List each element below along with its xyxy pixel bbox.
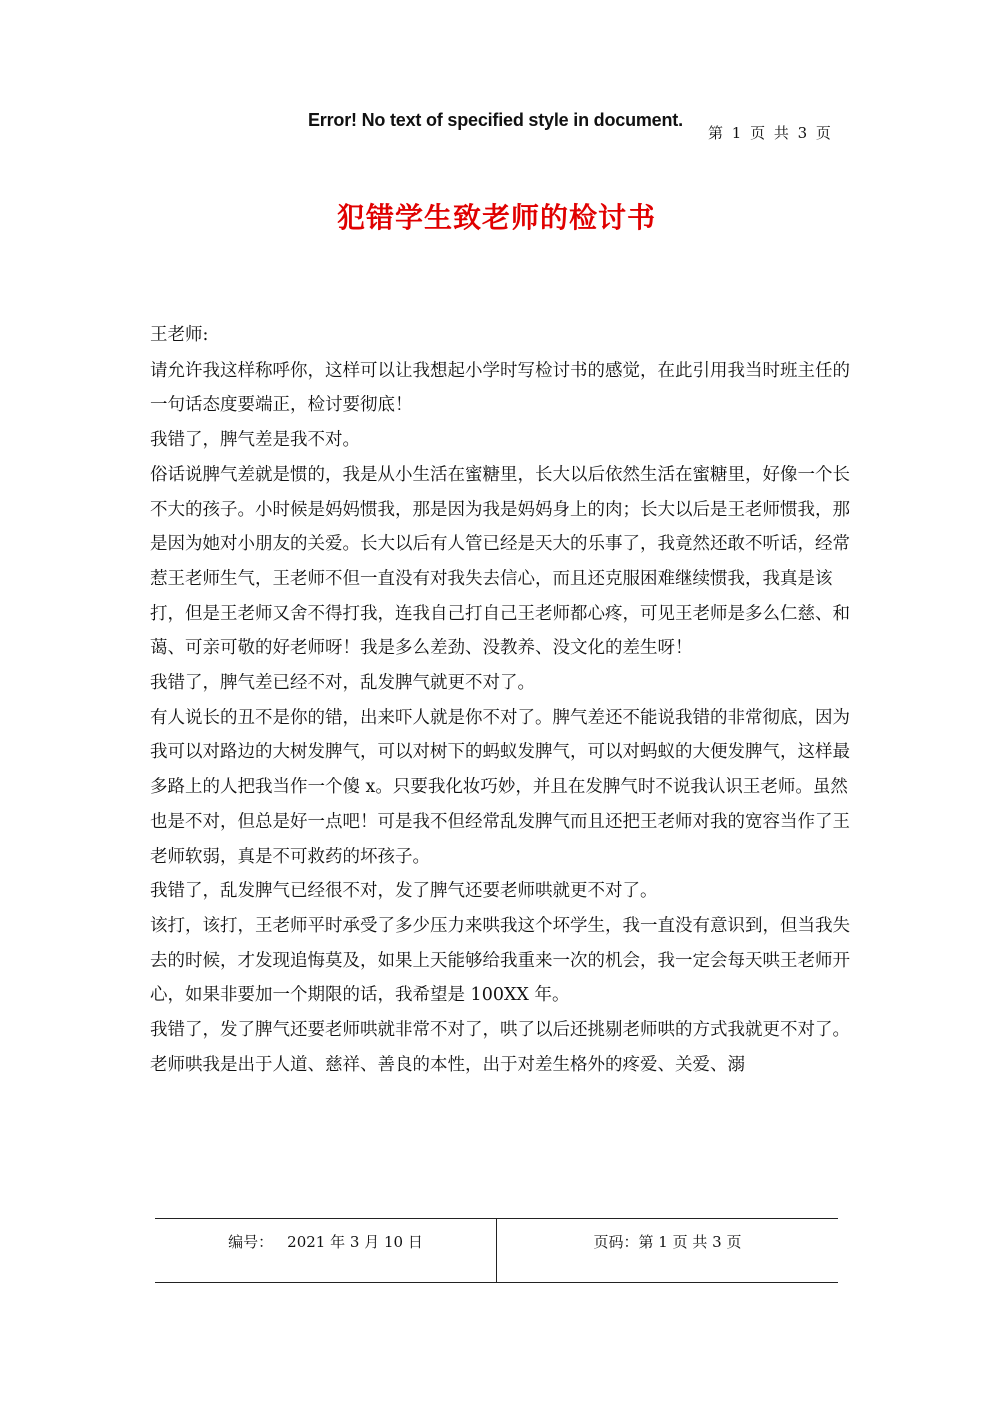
footer-number-cell — [155, 1219, 497, 1282]
paragraph: 我错了，发了脾气还要老师哄就非常不对了，哄了以后还挑剔老师哄的方式我就更不对了。 — [150, 1020, 850, 1041]
footer-date: 2021 年 3 月 10 日 — [287, 1233, 423, 1251]
document-title: 犯错学生致老师的检讨书 — [336, 201, 656, 234]
header-error-text: Error! No text of specified style in document. — [308, 110, 683, 130]
footer-page-cell — [497, 1219, 838, 1282]
paragraph: 该打，该打，王老师平时承受了多少压力来哄我这个坏学生，我一直没有意识到，但当我失去的时候，才发现追悔莫及，如果上天能够给我重来一次的机会，我一定会每天哄王老师开心，如果非要加一个期限的话，我希望是 100XX 年。 — [150, 915, 850, 1006]
paragraph: 请允许我这样称呼你，这样可以让我想起小学时写检讨书的感觉，在此引用我当时班主任的一句话态度要端正，检讨要彻底！ — [150, 360, 850, 416]
paragraph: 我错了，脾气差已经不对，乱发脾气就更不对了。 — [150, 673, 535, 694]
paragraph: 老师哄我是出于人道、慈祥、善良的本性，出于对差生格外的疼爱、关爱、溺 — [150, 1054, 745, 1075]
footer-number-label: 编号： — [228, 1233, 274, 1251]
footer-page-label: 页码：第 1 页 共 3 页 — [593, 1233, 742, 1251]
footer-table — [155, 1218, 838, 1283]
document-body — [150, 318, 862, 1082]
paragraph: 我错了，乱发脾气已经很不对，发了脾气还要老师哄就更不对了。 — [150, 881, 658, 902]
header-page-info: 第 1 页 共 3 页 — [708, 124, 831, 142]
paragraph: 俗话说脾气差就是惯的，我是从小生活在蜜糖里，长大以后依然生活在蜜糖里，好像一个长不大的孩子。小时候是妈妈惯我，那是因为我是妈妈身上的肉；长大以后是王老师惯我，那是因为她对小朋友的关爱。长大以后有人管已经是天大的乐事了，我竟然还敢不听话，经常惹王老师生气，王老师不但一直没有对我失去信心，而且还克服困难继续惯我，我真是该打，但是王老师又舍不得打我，连我自己打自己王老师都心疼，可见王老师是多么仁慈、和蔼、可亲可敬的好老师呀！我是多么差劲、没教养、没文化的差生呀！ — [150, 464, 850, 659]
salutation: 王老师: — [150, 325, 209, 345]
paragraph: 有人说长的丑不是你的错，出来吓人就是你不对了。脾气差还不能说我错的非常彻底，因为我可以对路边的大树发脾气，可以对树下的蚂蚁发脾气，可以对蚂蚁的大便发脾气，这样最多路上的人把我当作一个傻 x。只要我化妆巧妙，并且在发脾气时不说我认识王老师。虽然也是不对，但总是好一点吧！可是我不但经常乱发脾气而且还把王老师对我的宽容当作了王老师软弱，真是不可救药的坏孩子。 — [150, 707, 850, 867]
paragraph: 我错了，脾气差是我不对。 — [150, 430, 360, 451]
